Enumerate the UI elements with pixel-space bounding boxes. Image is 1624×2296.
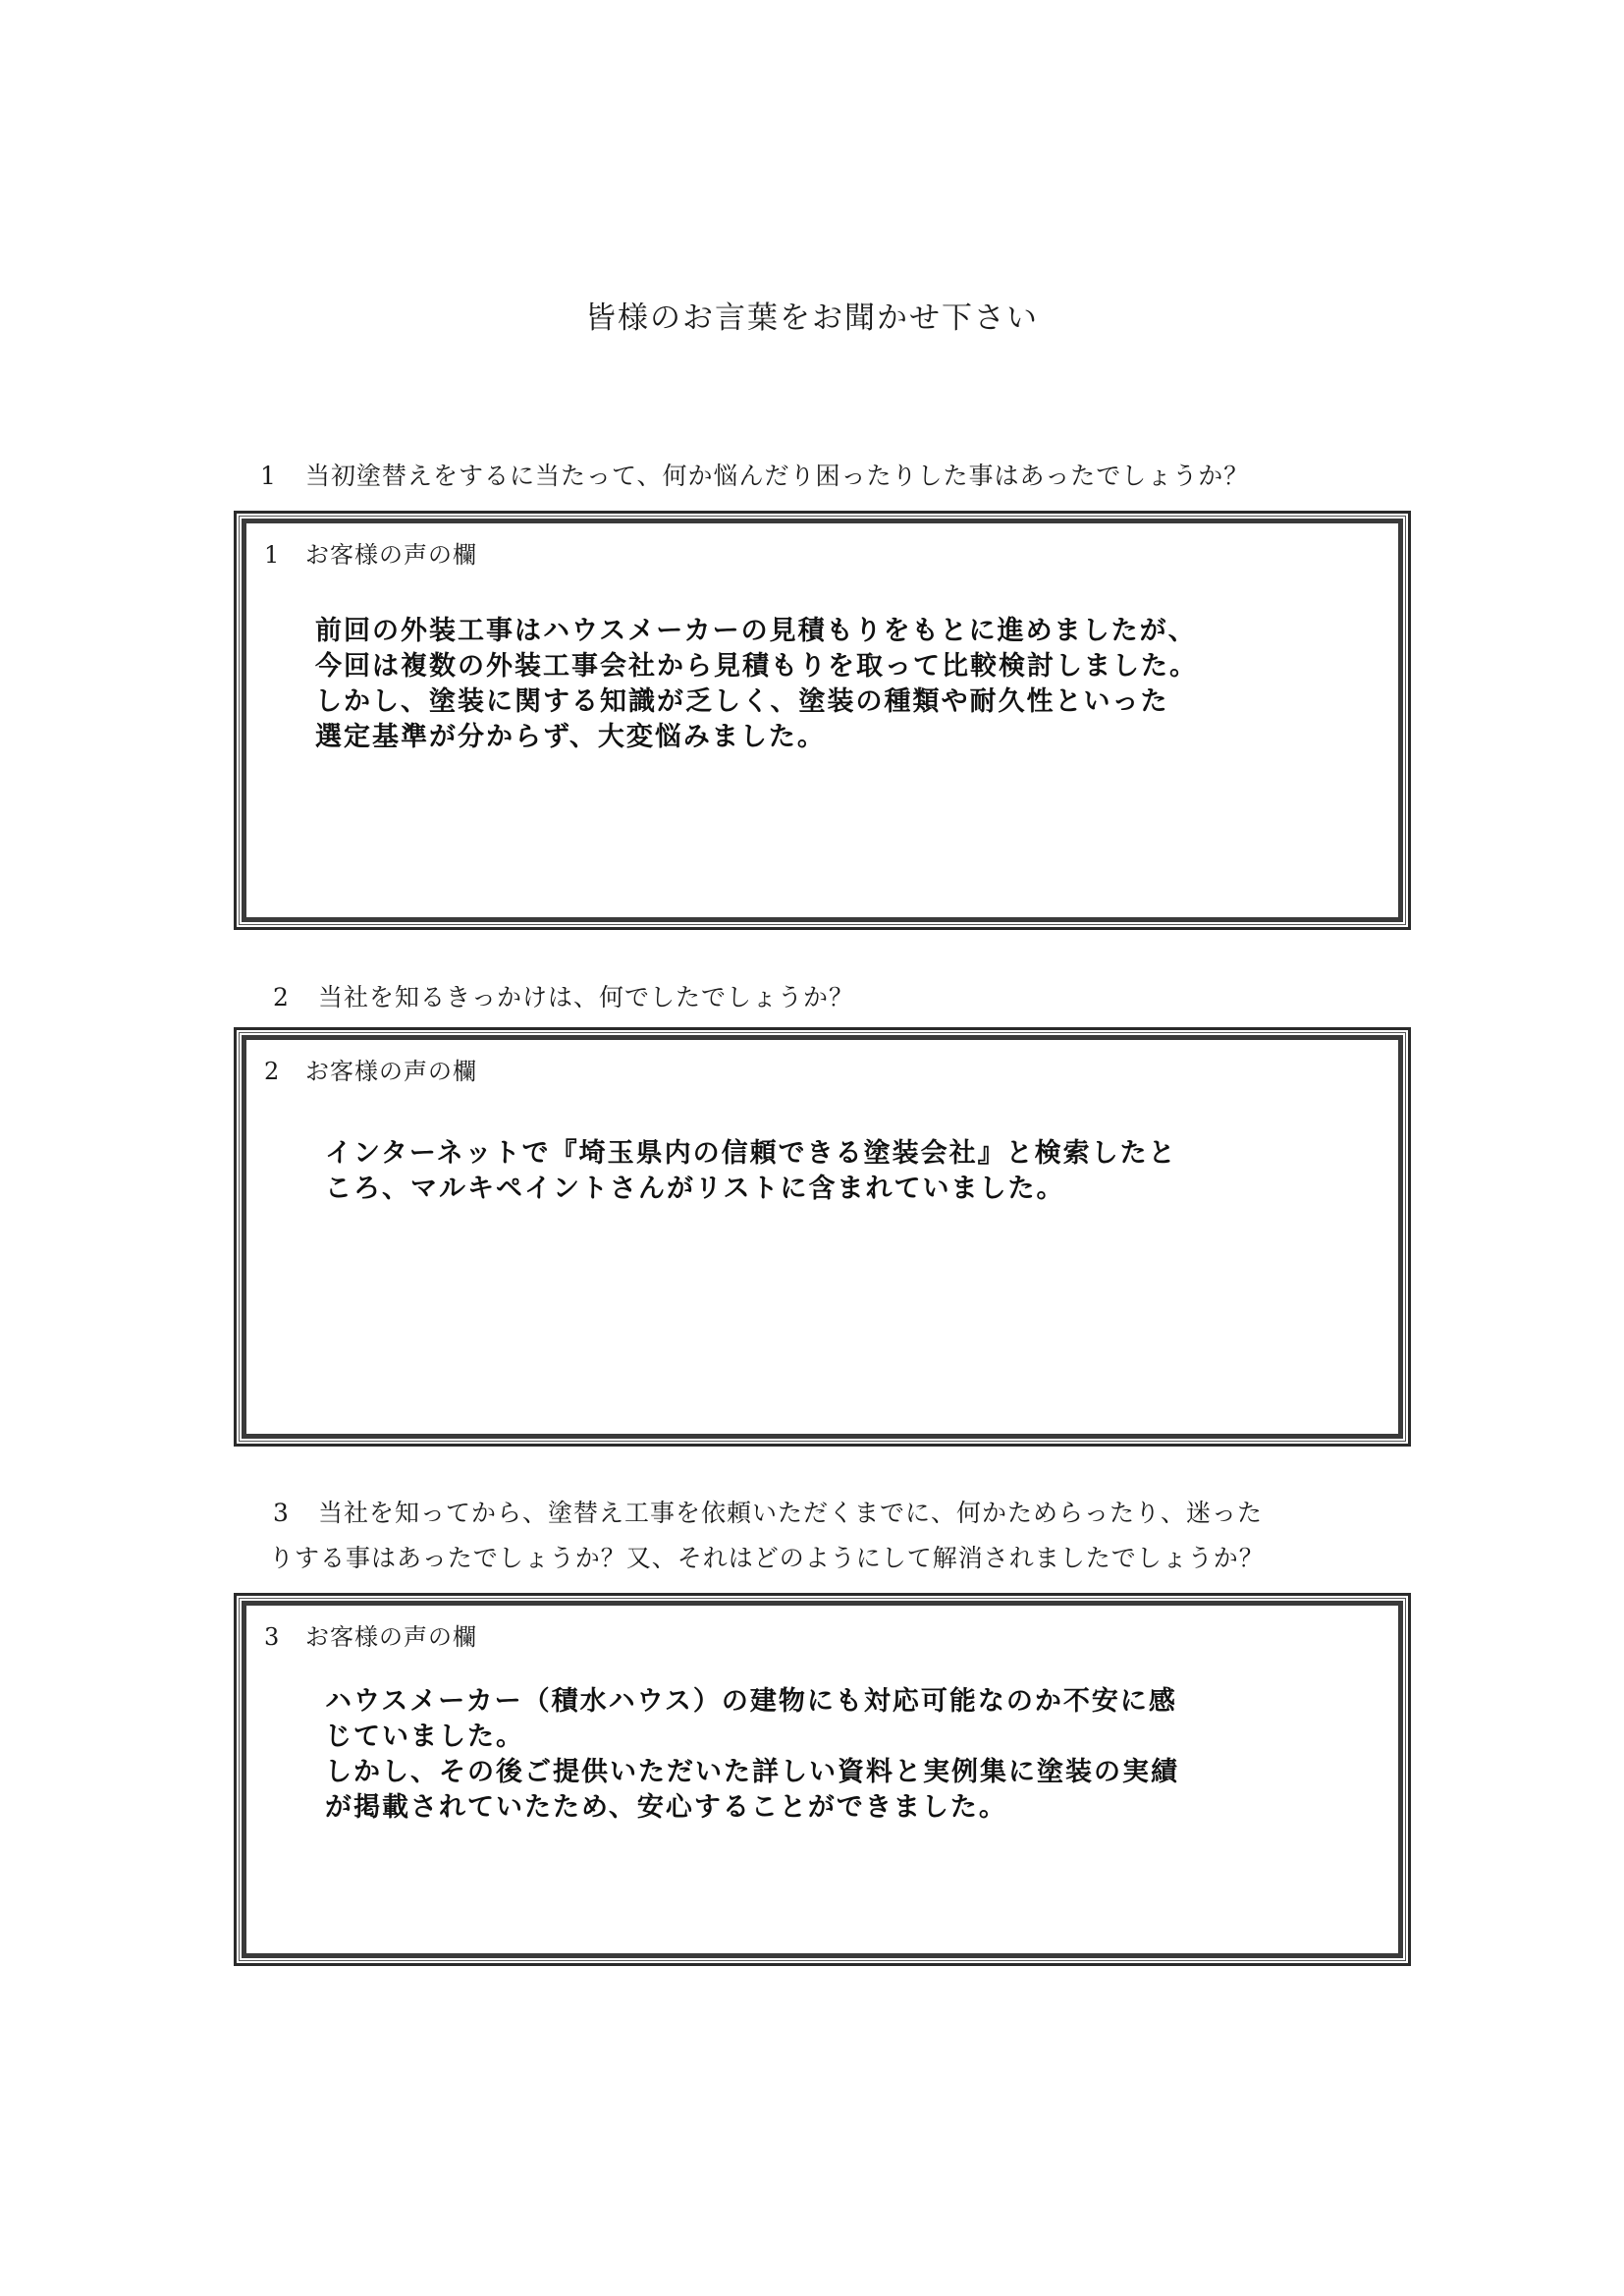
box-label-text: お客様の声の欄 xyxy=(305,1058,477,1085)
answer-line: ハウスメーカー（積水ハウス）の建物にも対応可能なのか不安に感 xyxy=(325,1686,1177,1717)
question-2 xyxy=(273,975,854,1020)
answer-line: が掲載されていたため、安心することができました。 xyxy=(325,1792,1007,1823)
question-text: 当初塗替えをするに当たって、何か悩んだり困ったりした事はあったでしょうか？ xyxy=(305,462,1250,490)
question-number: 1 xyxy=(260,462,277,490)
question-text: 当社を知ってから、塗替え工事を依頼いただくまでに、何かためらったり、迷った xyxy=(318,1499,1264,1527)
answer-line: しかし、その後ご提供いただいた詳しい資料と実例集に塗装の実績 xyxy=(325,1757,1179,1787)
answer-box-1 xyxy=(234,511,1411,930)
question-text: りする事はあったでしょうか？又、それはどのようにして解消されましたでしょうか？ xyxy=(269,1544,1265,1572)
page-title: 皆様のお言葉をお聞かせ下さい xyxy=(585,301,1039,336)
box-label-text: お客様の声の欄 xyxy=(305,541,477,569)
answer-line: 前回の外装工事はハウスメーカーの見積もりをもとに進めましたが、 xyxy=(315,616,1197,646)
answer-text xyxy=(325,1684,1339,1826)
box-number: 2 xyxy=(264,1058,281,1085)
answer-text xyxy=(325,1136,1339,1207)
answer-box-2 xyxy=(234,1027,1411,1447)
box-number: 1 xyxy=(264,541,281,569)
answer-line: 選定基準が分からず、大変悩みました。 xyxy=(315,722,826,752)
question-text: 当社を知るきっかけは、何でしたでしょうか？ xyxy=(318,983,855,1011)
box-label-text: お客様の声の欄 xyxy=(305,1623,477,1651)
question-number: 3 xyxy=(273,1499,290,1527)
answer-line: しかし、塗装に関する知識が乏しく、塗装の種類や耐久性といった xyxy=(315,686,1169,717)
question-number: 2 xyxy=(273,983,290,1011)
answer-box-label xyxy=(264,535,477,570)
answer-box-label xyxy=(264,1617,477,1652)
answer-box-3 xyxy=(234,1593,1411,1966)
answer-line: インターネットで『埼玉県内の信頼できる塗装会社』と検索したと xyxy=(325,1138,1177,1169)
answer-line: 今回は複数の外装工事会社から見積もりを取って比較検討しました。 xyxy=(315,651,1198,682)
answer-line: ころ、マルキペイントさんがリストに含まれていました。 xyxy=(325,1174,1065,1204)
answer-text xyxy=(315,614,1339,755)
question-1 xyxy=(260,454,1249,499)
question-3 xyxy=(269,1491,1412,1581)
box-number: 3 xyxy=(264,1623,281,1651)
answer-box-label xyxy=(264,1052,477,1086)
answer-line: じていました。 xyxy=(325,1722,524,1752)
